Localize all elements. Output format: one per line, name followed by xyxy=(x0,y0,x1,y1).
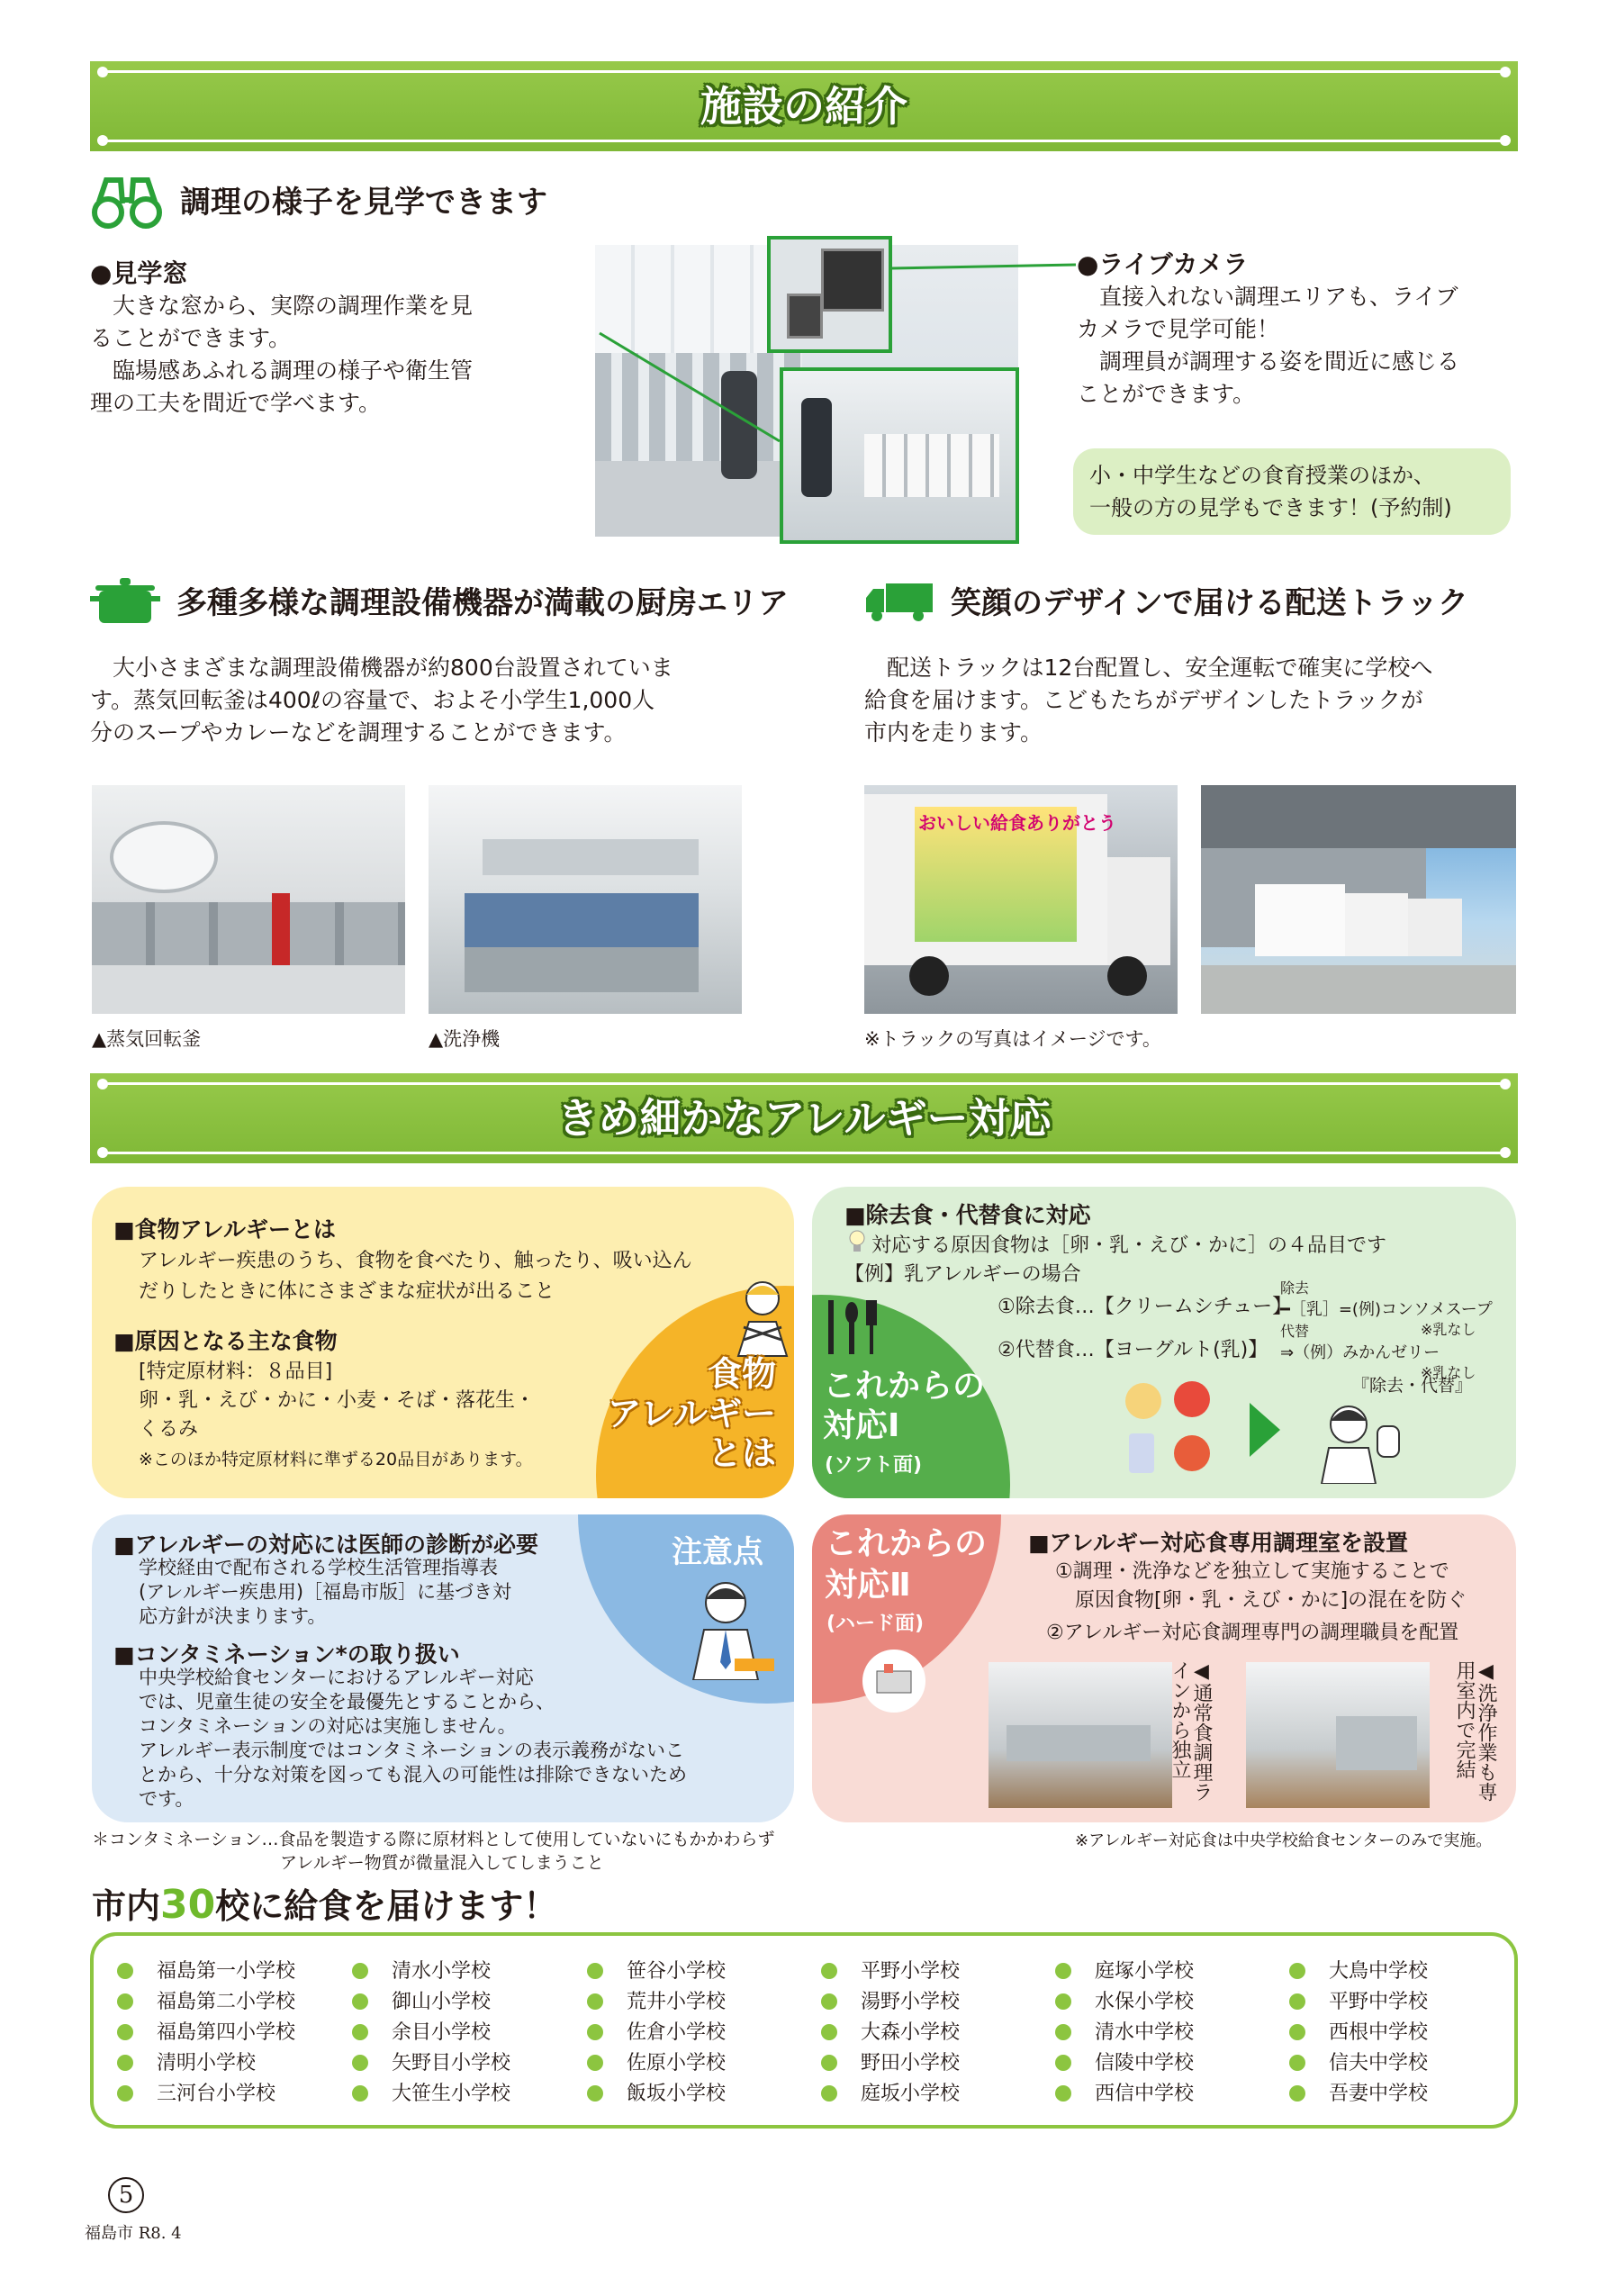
allergen-foods-icon xyxy=(1118,1379,1226,1478)
dedicated-room-text2: ②アレルギー対応食調理専門の調理職員を配置 xyxy=(1046,1622,1459,1644)
cause-foods-note: ※このほか特定原材料に準ずる20品目があります。 xyxy=(139,1450,533,1469)
hard-measures-panel xyxy=(812,1514,1516,1822)
school-list-item: 信陵中学校 xyxy=(1055,2047,1194,2075)
kitchen-room-icon xyxy=(862,1650,925,1713)
contamination-footnote: ＊コンタミネーション…食品を製造する際に原材料として使用していないにもかかわらず アレルギー物質が微量混入してしまうこと xyxy=(92,1830,775,1873)
food-allergy-panel xyxy=(92,1187,794,1498)
window-text: 大きな窓から、実際の調理作業を見 ることができます。 臨場感あふれる調理の様子や衛生管 理の工夫を間近で学べます。 xyxy=(90,293,474,416)
dedicated-room-caption1: ◀通常食調理ラインから独立 xyxy=(1169,1660,1213,1802)
truck-heading: 笑顔のデザインで届ける配送トラック xyxy=(951,585,1468,621)
utensils-icon xyxy=(821,1300,884,1358)
arrow-right-icon xyxy=(1250,1403,1280,1460)
school-list-item: 荒井小学校 xyxy=(587,1986,726,2014)
soft-measures-panel xyxy=(812,1187,1516,1498)
kitchen-text: 大小さまざまな調理設備機器が約800台設置されていま す。蒸気回転釜は400ℓの容量で、およそ小学生1,000人 分のスープやカレーなどを調理することができます。 xyxy=(90,655,673,746)
school-list-item: 福島第二小学校 xyxy=(117,1986,295,2014)
school-list-item: 信夫中学校 xyxy=(1289,2047,1428,2075)
milk-example-label: 【例】乳アレルギーの場合 xyxy=(844,1263,1081,1286)
kitchen-heading: 多種多様な調理設備機器が満載の厨房エリア xyxy=(176,585,789,621)
substitute-note: ※乳なし xyxy=(1421,1364,1476,1381)
substitute-tag: 代替 xyxy=(1280,1323,1310,1340)
soft-sublabel: (ソフト面) xyxy=(825,1454,923,1477)
school-list-item: 大笹生小学校 xyxy=(352,2078,510,2106)
page-number: 5 xyxy=(108,2177,144,2213)
issue-label: 福島市 R8. 4 xyxy=(85,2224,182,2243)
diagnosis-text: 学校経由で配布される学校生活管理指導表 (アレルギー疾患用)［福島市版］に基づき対 応方針が決まります。 xyxy=(139,1557,512,1627)
school-list-item: 清水中学校 xyxy=(1055,2017,1194,2045)
school-list-item: 佐倉小学校 xyxy=(587,2017,726,2045)
contamination-heading: ■コンタミネーション*の取り扱い xyxy=(113,1641,460,1668)
dedicated-room-caption2: ◀洗浄作業も専用室内で完結 xyxy=(1453,1660,1497,1802)
school-list-item: 水保小学校 xyxy=(1055,1986,1194,2014)
school-list-item: 野田小学校 xyxy=(821,2047,960,2075)
cause-foods-heading: ■原因となる主な食物 xyxy=(113,1328,338,1354)
food-allergy-label: 食物 アレルギー とは xyxy=(607,1354,776,1473)
crossed-arms-person-icon xyxy=(731,1277,785,1349)
school-list-item: 西根中学校 xyxy=(1289,2017,1428,2045)
facility-banner xyxy=(90,61,1518,151)
caution-label: 注意点 xyxy=(672,1534,763,1570)
observation-heading: 調理の様子を見学できます xyxy=(180,185,547,221)
steam-kettle-caption: ▲蒸気回転釜 xyxy=(92,1028,202,1050)
washer-photo xyxy=(429,785,742,1014)
diagnosis-heading: ■アレルギーの対応には医師の診断が必要 xyxy=(113,1532,538,1558)
allergy-center-note: ※アレルギー対応食は中央学校給食センターのみで実施。 xyxy=(1075,1831,1493,1850)
facility-title: 施設の紹介 xyxy=(700,82,907,131)
substitute-result: ⇒（例）みかんゼリー xyxy=(1280,1343,1440,1362)
school-list-item: 大鳥中学校 xyxy=(1289,1956,1428,1984)
school-list-item: 矢野目小学校 xyxy=(352,2047,510,2075)
truck-text: 配送トラックは12台配置し、安全運転で確実に学校へ 給食を届けます。こどもたちがデザインしたトラックが 市内を走ります。 xyxy=(864,655,1433,746)
removal-result: ━［乳］=(例)コンソメスープ xyxy=(1280,1300,1493,1319)
target-foods-text: 対応する原因食物は［卵・乳・えび・かに］の４品目です xyxy=(871,1234,1387,1257)
dedicated-room-text1: ①調理・洗浄などを独立して実施することで 原因食物[卵・乳・えび・かに]の混在を防ぐ xyxy=(1055,1560,1467,1612)
school-list-item: 笹谷小学校 xyxy=(587,1956,726,1984)
school-list-item: 平野小学校 xyxy=(821,1956,960,1984)
dedicated-room-photo2 xyxy=(1246,1662,1430,1808)
design-truck-photo xyxy=(864,785,1178,1014)
school-list-item: 御山小学校 xyxy=(352,1986,491,2014)
washer-caption: ▲洗浄機 xyxy=(429,1028,501,1050)
school-list-item: 平野中学校 xyxy=(1289,1986,1428,2014)
school-list-item: 飯坂小学校 xyxy=(587,2078,726,2106)
school-list-item: 福島第一小学校 xyxy=(117,1956,295,1984)
schools-heading: 市内30校に給食を届けます！ xyxy=(92,1882,558,1928)
camera-title: ●ライブカメラ xyxy=(1077,249,1249,279)
dedicated-room-photo1 xyxy=(989,1662,1172,1808)
truck-caption: ※トラックの写真はイメージです。 xyxy=(864,1028,1161,1050)
school-list-item: 清明小学校 xyxy=(117,2047,256,2075)
food-allergy-heading: ■食物アレルギーとは xyxy=(113,1216,336,1243)
school-list-item: 清水小学校 xyxy=(352,1956,491,1984)
school-list-item: 三河台小学校 xyxy=(117,2078,275,2106)
hard-label: これからの 対応Ⅱ xyxy=(825,1525,988,1604)
callout-lines xyxy=(558,261,1089,468)
school-list-item: 西信中学校 xyxy=(1055,2078,1194,2106)
school-list-item: 庭坂小学校 xyxy=(821,2078,960,2106)
truck-sign-text: おいしい給食ありがとう xyxy=(918,812,1116,834)
steam-kettle-photo xyxy=(92,785,405,1014)
allergy-banner xyxy=(90,1073,1518,1163)
school-list-item: 余目小学校 xyxy=(352,2017,491,2045)
removal-substitute-label: 『除去・代替』 xyxy=(1352,1376,1473,1396)
lightbulb-icon xyxy=(848,1230,866,1257)
school-list-item: 佐原小学校 xyxy=(587,2047,726,2075)
truck-icon xyxy=(866,583,933,625)
removal-tag: 除去 xyxy=(1280,1279,1310,1297)
removal-heading: ■除去食・代替食に対応 xyxy=(844,1202,1091,1228)
camera-text: 直接入れない調理エリアも、ライブ カメラで見学可能！ 調理員が調理する姿を間近に感じる ことができます。 xyxy=(1077,284,1460,407)
caution-panel xyxy=(92,1514,794,1822)
school-list-item: 大森小学校 xyxy=(821,2017,960,2045)
soft-label: これからの 対応Ⅰ xyxy=(823,1368,986,1444)
hard-sublabel: (ハード面) xyxy=(826,1613,925,1635)
dedicated-room-heading: ■アレルギー対応食専用調理室を設置 xyxy=(1028,1530,1408,1556)
removal-row: ①除去食…【クリームシチュー】 xyxy=(998,1296,1293,1318)
cause-foods-text: [特定原材料：８品目] 卵・乳・えび・かに・小麦・そば・落花生・ くるみ xyxy=(139,1360,536,1441)
school-list-item: 湯野小学校 xyxy=(821,1986,960,2014)
contamination-text: 中央学校給食センターにおけるアレルギー対応 では、児童生徒の安全を最優先とすることから、 コンタミネーションの対応は実施しません。 アレルギー表示制度ではコンタミネーションの表示義務がないこ とから、十分な対策を図っても混入の可能性は排除できないため です。 xyxy=(139,1667,687,1810)
school-list-item: 庭塚小学校 xyxy=(1055,1956,1194,1984)
pot-icon xyxy=(90,576,160,630)
school-list-item: 福島第四小学校 xyxy=(117,2017,295,2045)
truck-fleet-photo xyxy=(1201,785,1516,1014)
reservation-note: 小・中学生などの食育授業のほか、 一般の方の見学もできます！(予約制) xyxy=(1073,448,1511,535)
window-title: ●見学窓 xyxy=(90,258,188,288)
school-list-item: 吾妻中学校 xyxy=(1289,2078,1428,2106)
removal-note: ※乳なし xyxy=(1421,1321,1476,1338)
binoculars-icon xyxy=(90,173,164,234)
allergy-title: きめ細かなアレルギー対応 xyxy=(556,1094,1052,1143)
stop-hand-person-icon xyxy=(1316,1399,1406,1487)
food-allergy-text: アレルギー疾患のうち、食物を食べたり、触ったり、吸い込ん だりしたときに体にさまざまな症状が出ること xyxy=(139,1250,692,1303)
substitute-row: ②代替食…【ヨーグルト(乳)】 xyxy=(998,1339,1268,1361)
